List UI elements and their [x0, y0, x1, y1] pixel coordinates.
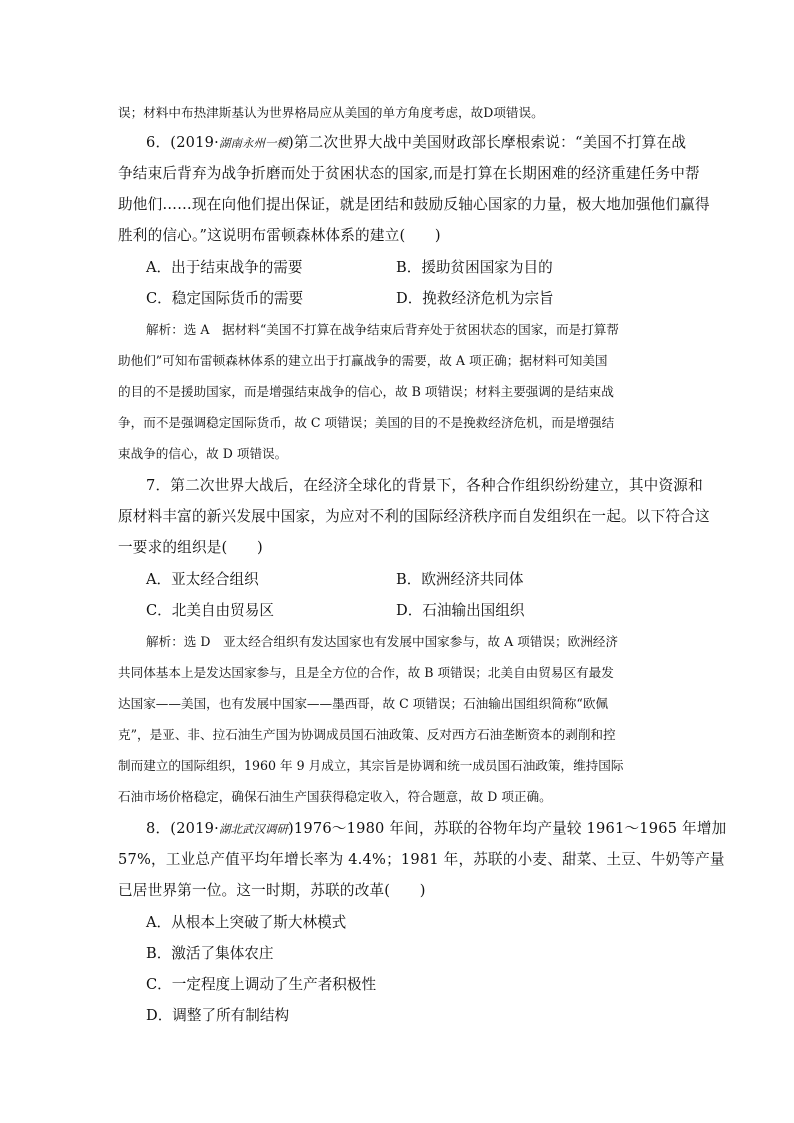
- q7-analysis-line-3: 达国家——美国，也有发展中国家——墨西哥，故 C 项错误；石油输出国组织简称“欧佩: [118, 696, 609, 711]
- q8-year: 2019·: [176, 820, 219, 837]
- prev-answer-tail: 误；材料中布热津斯基认为世界格局应从美国的单方角度考虑，故D项错误。: [118, 105, 544, 120]
- q6-option-b: B．援助贫困国家为目的: [396, 259, 553, 276]
- q8-source: 湖北武汉调研: [218, 822, 288, 836]
- q8-stem-line-2: 57%，工业总产值平均年增长率为 4.4%；1981 年，苏联的小麦、甜菜、土豆、牛奶等产量: [118, 851, 725, 868]
- q6-analysis-line-3: 的目的不是援助国家，而是增强结束战争的信心，故 B 项错误；材料主要强调的是结束战: [118, 384, 614, 399]
- q8-stem-line-3: 已居世界第一位。这一时期，苏联的改革( ): [118, 882, 426, 899]
- q8-number: 8．(: [146, 820, 177, 837]
- q7-analysis-line-2: 共同体基本上是发达国家参与，且是全方位的合作，故 B 项错误；北美自由贸易区有最发: [118, 665, 614, 680]
- q7-analysis-line-5: 制而建立的国际组织，1960 年 9 月成立，其宗旨是协调和统一成员国石油政策，维持国际: [118, 758, 624, 773]
- q7-option-b: B．欧洲经济共同体: [396, 571, 524, 588]
- q8-option-b: B．激活了集体农庄: [146, 945, 274, 962]
- q6-stem-line-4: 胜利的信心。”这说明布雷顿森林体系的建立( ): [118, 227, 441, 244]
- q6-source: 湖南永州一模: [218, 136, 288, 150]
- q7-stem-line-2: 原材料丰富的新兴发展中国家，为应对不利的国际经济秩序而自发组织在一起。以下符合这: [118, 508, 710, 525]
- q8-option-d: D．调整了所有制结构: [146, 1007, 290, 1024]
- q8-stem-line-1: [146, 819, 727, 839]
- q6-analysis-line-2: 助他们”可知布雷顿森林体系的建立出于打赢战争的需要，故 A 项正确；据材料可知美国: [118, 353, 608, 368]
- q6-number: 6．(: [146, 134, 177, 151]
- q6-year: 2019·: [176, 134, 219, 151]
- q6-stem-text: )第二次世界大战中美国财政部长摩根索说：“美国不打算在战: [287, 134, 687, 151]
- q6-analysis-line-4: 争，而不是强调稳定国际货币，故 C 项错误；美国的目的不是挽救经济危机，而是增强结: [118, 415, 615, 430]
- q8-stem-text: )1976～1980 年间，苏联的谷物年均产量较 1961～1965 年增加: [287, 820, 727, 837]
- q6-option-d: D．挽救经济危机为宗旨: [396, 290, 554, 307]
- q6-stem-line-2: 争结束后背弃为战争折磨而处于贫困状态的国家,而是打算在长期困难的经济重建任务中帮: [118, 165, 700, 182]
- q7-option-d: D．石油输出国组织: [396, 602, 525, 619]
- q6-stem-line-1: [146, 133, 706, 153]
- q8-option-a: A．从根本上突破了斯大林模式: [146, 914, 347, 931]
- q6-stem-line-3: 助他们……现在向他们提出保证，就是团结和鼓励反轴心国家的力量，极大地加强他们赢得: [118, 196, 710, 213]
- q7-stem-line-1: 7．第二次世界大战后，在经济全球化的背景下，各种合作组织纷纷建立，其中资源和: [146, 477, 703, 494]
- q7-option-c: C．北美自由贸易区: [146, 602, 274, 619]
- q6-option-a: A．出于结束战争的需要: [146, 259, 303, 276]
- q7-stem-line-3: 一要求的组织是( ): [118, 539, 263, 556]
- q6-analysis-line-5: 束战争的信心，故 D 项错误。: [118, 446, 288, 461]
- q7-option-a: A．亚太经合组织: [146, 571, 259, 588]
- q7-analysis-line-6: 石油市场价格稳定，确保石油生产国获得稳定收入，符合题意，故 D 项正确。: [118, 789, 552, 804]
- q7-analysis-line-1: 解析：选 D 亚太经合组织有发达国家也有发展中国家参与，故 A 项错误；欧洲经济: [146, 634, 618, 649]
- q6-analysis-line-1: 解析：选 A 据材料“美国不打算在战争结束后背弃处于贫困状态的国家，而是打算帮: [146, 322, 619, 337]
- q7-analysis-line-4: 克”，是亚、非、拉石油生产国为协调成员国石油政策、反对西方石油垄断资本的剥削和控: [118, 727, 616, 742]
- q8-option-c: C．一定程度上调动了生产者积极性: [146, 976, 377, 993]
- q6-option-c: C．稳定国际货币的需要: [146, 290, 304, 307]
